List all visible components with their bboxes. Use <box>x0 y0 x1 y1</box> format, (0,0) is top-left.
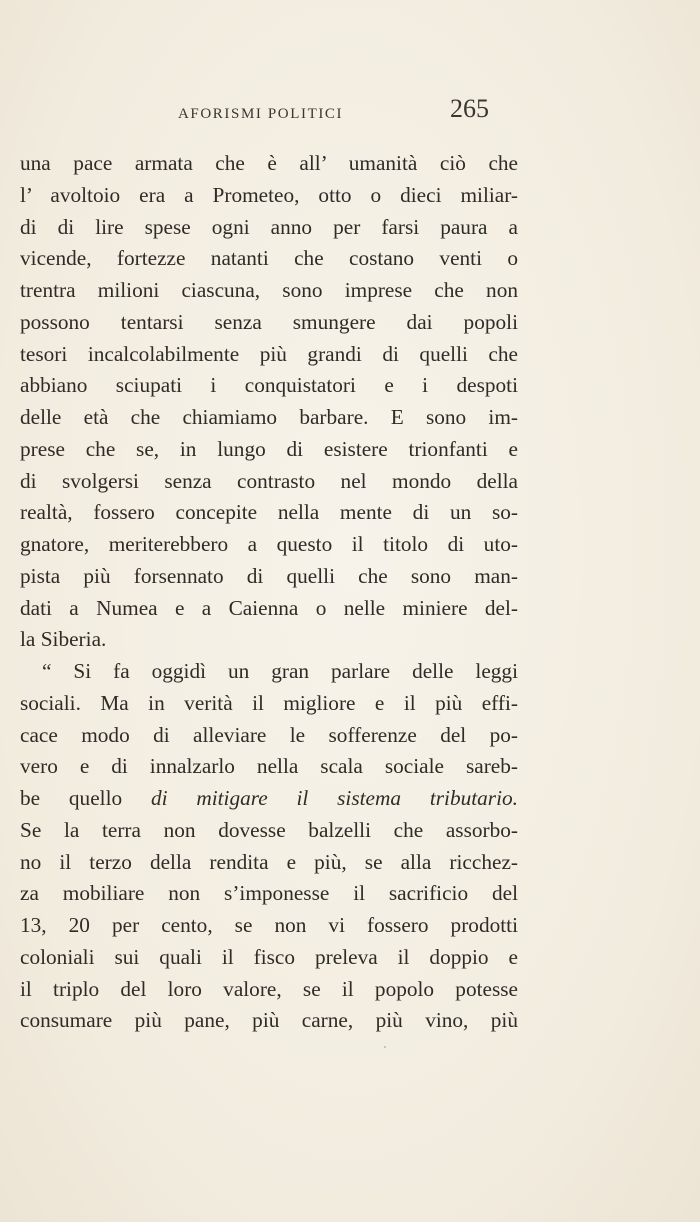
text-line: tesori incalcolabilmente più grandi di quelli che <box>20 341 518 366</box>
text-line: la Siberia. <box>20 627 107 652</box>
text-line: dati a Numea e a Caienna o nelle miniere del- <box>20 595 518 620</box>
text-line: vero e di innalzarlo nella scala sociale sareb- <box>20 754 518 779</box>
text-line: za mobiliare non s’imponesse il sacrificio del <box>20 881 518 906</box>
text-line: realtà, fossero concepite nella mente di un so- <box>20 500 518 525</box>
text-line: consumare più pane, più carne, più vino, più <box>20 1008 518 1033</box>
text-line: 13, 20 per cento, se non vi fossero prodotti <box>20 913 518 937</box>
text-line: pista più forsennato di quelli che sono man- <box>20 563 518 588</box>
paper-speck <box>384 1046 386 1048</box>
text-line: cace modo di alleviare le sofferenze del po- <box>20 722 518 747</box>
body-text <box>20 148 518 1037</box>
text-line: l’ avoltoio era a Prometeo, otto o dieci miliar- <box>20 182 518 207</box>
running-title: AFORISMI POLITICI <box>178 106 344 122</box>
text-line: di di lire spese ogni anno per farsi paura a <box>20 214 518 239</box>
text-line: possono tentarsi senza smungere dai popoli <box>20 309 518 334</box>
text-line: trentra milioni ciascuna, sono imprese che non <box>20 278 518 302</box>
emphasized-phrase: di mitigare il sistema tributario. <box>150 786 518 810</box>
text-line: coloniali sui quali il fisco preleva il doppio e <box>20 944 518 969</box>
text-line: prese che se, in lungo di esistere trionfanti e <box>20 436 518 461</box>
text-line: una pace armata che è all’ umanità ciò che <box>20 151 518 175</box>
text-line: “ Si fa oggidì un gran parlare delle leggi <box>42 659 518 683</box>
text-line-with-emphasis <box>20 783 518 815</box>
text-line: Se la terra non dovesse balzelli che assorbo- <box>20 817 518 842</box>
text-line: gnatore, meriterebbero a questo il titolo di uto- <box>20 532 518 556</box>
text-line: sociali. Ma in verità il migliore e il più effi- <box>20 690 518 715</box>
text-line: no il terzo della rendita e più, se alla ricchez- <box>20 849 518 874</box>
text-line: vicende, fortezze natanti che costano venti o <box>20 246 518 271</box>
text-line: delle età che chiamiamo barbare. E sono im- <box>20 405 518 429</box>
text-line: di svolgersi senza contrasto nel mondo della <box>20 468 518 493</box>
text-line: il triplo del loro valore, se il popolo potesse <box>20 976 518 1001</box>
text-line: abbiano sciupati i conquistatori e i despoti <box>20 373 518 398</box>
page-header <box>0 92 700 132</box>
text-fragment: be quello <box>20 786 123 810</box>
page-number: 265 <box>450 94 489 123</box>
